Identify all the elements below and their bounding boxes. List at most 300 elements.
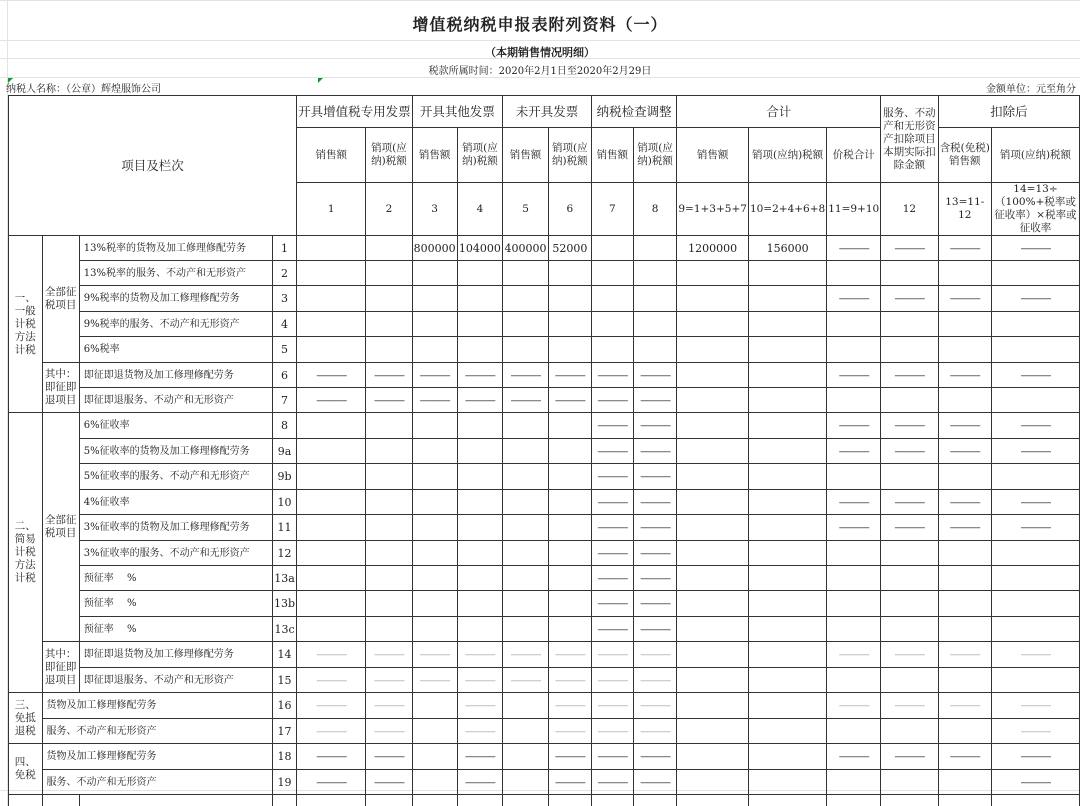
value-cell [677,642,749,668]
value-cell [677,464,749,490]
value-cell [412,541,457,566]
row-label: 5%征收率的服务、不动产和无形资产 [79,464,272,490]
value-cell [503,515,549,541]
section-simple: 二、简易计税方法计税 [9,413,43,693]
empty-dash: ——— [297,770,366,795]
empty-dash: ——— [827,515,881,541]
empty-dash: ——— [938,439,991,464]
row-label: 预征率 % [79,591,272,617]
header-group-other-invoice: 开具其他发票 [412,96,503,128]
blank-cell [273,795,297,806]
value-cell [503,312,549,337]
row-code: 12 [273,541,297,566]
empty-dash: ——— [548,363,591,388]
table-row [9,236,1080,261]
value-cell [881,719,938,744]
value-cell [412,719,457,744]
value-cell [827,566,881,591]
subheader-cell: 销项(应纳)税额 [366,128,412,183]
value-cell [991,566,1079,591]
tax-period: 税款所属时间：2020年2月1日至2020年2月29日 [428,66,652,77]
empty-dash: ——— [991,515,1079,541]
empty-dash: ——— [938,363,991,388]
header-group-after-deduction: 扣除后 [938,96,1079,128]
value-cell [748,668,826,693]
value-cell [366,464,412,490]
empty-dash: ——— [366,668,412,693]
empty-dash: ——— [881,413,938,439]
empty-dash: ——— [457,744,503,770]
column-number: 7 [591,183,633,236]
header-group-no-invoice: 未开具发票 [503,96,592,128]
value-cell [827,719,881,744]
empty-dash: ——— [457,719,503,744]
section-general-all: 全部征税项目 [42,236,79,363]
empty-dash: ——— [991,490,1079,515]
value-cell: 156000 [748,236,826,261]
blank-cell [79,795,272,806]
row-label: 9%税率的货物及加工修理修配劳务 [79,286,272,312]
empty-dash: ——— [991,719,1079,744]
value-cell [503,337,549,363]
value-cell: 52000 [548,236,591,261]
section-general: 一、一般计税方法计税 [9,236,43,413]
empty-dash: ——— [881,642,938,668]
blank-cell [633,795,677,806]
value-cell [748,464,826,490]
section-general-refund: 其中：即征即退项目 [42,363,79,413]
subheader-cell: 销售额 [591,128,633,183]
empty-dash: ——— [457,770,503,795]
value-cell [748,337,826,363]
value-cell [591,236,633,261]
value-cell [748,541,826,566]
empty-dash: ——— [412,668,457,693]
empty-dash: ——— [827,439,881,464]
value-cell [591,337,633,363]
value-cell [991,261,1079,286]
empty-dash: ——— [881,515,938,541]
value-cell [881,770,938,795]
value-cell [748,439,826,464]
section-simple-all: 全部征税项目 [42,413,79,642]
value-cell [827,668,881,693]
row-code: 13b [273,591,297,617]
row-code: 13a [273,566,297,591]
blank-cell [42,795,79,806]
empty-dash: ——— [503,642,549,668]
blank-cell [591,795,633,806]
empty-dash: ——— [633,744,677,770]
blank-cell [9,795,43,806]
row-label: 即征即退服务、不动产和无形资产 [79,388,272,413]
empty-dash: ——— [591,591,633,617]
empty-dash: ——— [633,770,677,795]
value-cell [748,642,826,668]
column-number: 1 [297,183,366,236]
empty-dash: ——— [297,693,366,719]
value-cell [748,770,826,795]
value-cell [412,464,457,490]
column-number: 3 [412,183,457,236]
empty-dash: ——— [591,617,633,642]
empty-dash: ——— [938,515,991,541]
row-code: 5 [273,337,297,363]
row-label: 6%税率 [79,337,272,363]
value-cell [297,286,366,312]
cell-comment-marker [318,78,323,83]
value-cell [677,770,749,795]
value-cell [457,515,503,541]
value-cell [677,566,749,591]
empty-dash: ——— [827,363,881,388]
value-cell [503,693,549,719]
empty-dash: ——— [633,617,677,642]
value-cell [412,413,457,439]
value-cell [297,566,366,591]
value-cell [297,591,366,617]
table-row [9,363,1080,388]
value-cell [503,439,549,464]
table-row [9,719,1080,744]
value-cell [938,261,991,286]
value-cell [457,541,503,566]
value-cell [548,413,591,439]
gridline [0,0,1080,1]
empty-dash: ——— [633,719,677,744]
value-cell [677,337,749,363]
value-cell [412,515,457,541]
value-cell [991,617,1079,642]
value-cell [827,464,881,490]
value-cell [591,286,633,312]
empty-dash: ——— [991,413,1079,439]
value-cell [748,566,826,591]
blank-cell [881,795,938,806]
value-cell [677,388,749,413]
value-cell [748,693,826,719]
page-title: 增值税纳税申报表附列资料（一） [412,15,668,34]
table-row [9,439,1080,464]
empty-dash: ——— [366,693,412,719]
value-cell [938,337,991,363]
value-cell [991,388,1079,413]
row-code: 17 [273,719,297,744]
value-cell [748,363,826,388]
value-cell [297,337,366,363]
empty-dash: ——— [548,642,591,668]
row-label: 13%税率的货物及加工修理修配劳务 [79,236,272,261]
empty-dash: ——— [991,693,1079,719]
value-cell [457,566,503,591]
value-cell [503,719,549,744]
value-cell [297,617,366,642]
empty-dash: ——— [633,541,677,566]
value-cell [366,261,412,286]
value-cell [677,744,749,770]
empty-dash: ——— [366,642,412,668]
blank-cell [827,795,881,806]
row-code: 16 [273,693,297,719]
table-row [9,668,1080,693]
value-cell [677,617,749,642]
empty-dash: ——— [591,515,633,541]
empty-dash: ——— [591,566,633,591]
column-number: 9=1+3+5+7 [677,183,749,236]
value-cell [297,413,366,439]
value-cell [677,413,749,439]
value-cell [412,744,457,770]
empty-dash: ——— [633,642,677,668]
value-cell [881,617,938,642]
row-label: 服务、不动产和无形资产 [42,770,273,795]
empty-dash: ——— [633,413,677,439]
value-cell [938,770,991,795]
row-code: 18 [273,744,297,770]
row-label: 9%税率的服务、不动产和无形资产 [79,312,272,337]
value-cell [633,312,677,337]
value-cell [548,337,591,363]
value-cell [677,541,749,566]
value-cell [827,541,881,566]
row-code: 2 [273,261,297,286]
row-code: 1 [273,236,297,261]
value-cell [297,261,366,286]
subheader-cell: 销项(应纳)税额 [548,128,591,183]
table-row [9,286,1080,312]
value-cell [677,719,749,744]
table-row [9,693,1080,719]
empty-dash: ——— [881,439,938,464]
empty-dash: ——— [938,413,991,439]
row-label: 4%征收率 [79,490,272,515]
vat-attachment-table [8,95,1080,806]
empty-dash: ——— [938,236,991,261]
column-number: 8 [633,183,677,236]
value-cell [677,490,749,515]
value-cell [366,312,412,337]
value-cell [503,261,549,286]
column-number: 2 [366,183,412,236]
empty-dash: ——— [633,439,677,464]
blank-cell [503,795,549,806]
value-cell [548,617,591,642]
table-row [9,388,1080,413]
empty-dash: ——— [633,515,677,541]
value-cell [503,591,549,617]
table-row [9,617,1080,642]
value-cell [748,515,826,541]
value-cell [827,261,881,286]
value-cell [548,312,591,337]
value-cell [457,286,503,312]
value-cell [412,617,457,642]
empty-dash: ——— [991,642,1079,668]
value-cell: 400000 [503,236,549,261]
column-number: 10=2+4+6+8 [748,183,826,236]
row-label: 即征即退服务、不动产和无形资产 [79,668,272,693]
value-cell [412,693,457,719]
value-cell [991,337,1079,363]
row-code: 9a [273,439,297,464]
value-cell [366,566,412,591]
row-code: 11 [273,515,297,541]
subheader-cell: 销项(应纳)税额 [748,128,826,183]
empty-dash: ——— [548,388,591,413]
amount-unit: 金额单位：元至角分 [986,84,1076,95]
value-cell: 800000 [412,236,457,261]
value-cell [366,617,412,642]
value-cell [881,591,938,617]
empty-dash: ——— [827,286,881,312]
empty-dash: ——— [938,693,991,719]
table-row [9,413,1080,439]
subheader-cell: 销项(应纳)税额 [633,128,677,183]
row-label: 预征率 % [79,566,272,591]
value-cell [827,770,881,795]
value-cell [297,312,366,337]
value-cell [633,286,677,312]
page-subtitle: （本期销售情况明细） [485,46,595,59]
empty-dash: ——— [827,642,881,668]
empty-dash: ——— [881,693,938,719]
value-cell [412,591,457,617]
empty-dash: ——— [548,693,591,719]
value-cell [748,719,826,744]
value-cell [457,490,503,515]
empty-dash: ——— [297,719,366,744]
value-cell [412,312,457,337]
empty-dash: ——— [591,388,633,413]
column-number: 13=11-12 [938,183,991,236]
value-cell [991,541,1079,566]
empty-dash: ——— [297,744,366,770]
empty-dash: ——— [297,363,366,388]
table-row [9,591,1080,617]
value-cell [412,261,457,286]
value-cell [366,439,412,464]
empty-dash: ——— [548,770,591,795]
empty-dash: ——— [991,744,1079,770]
empty-dash: ——— [548,744,591,770]
value-cell [881,388,938,413]
value-cell [748,312,826,337]
row-label: 货物及加工修理修配劳务 [42,693,273,719]
empty-dash: ——— [827,693,881,719]
value-cell [748,261,826,286]
value-cell [457,261,503,286]
empty-dash: ——— [991,363,1079,388]
empty-dash: ——— [633,490,677,515]
empty-dash: ——— [591,439,633,464]
row-label: 3%征收率的服务、不动产和无形资产 [79,541,272,566]
value-cell [827,312,881,337]
row-code: 3 [273,286,297,312]
value-cell [633,261,677,286]
row-code: 4 [273,312,297,337]
value-cell [677,363,749,388]
row-label: 预征率 % [79,617,272,642]
empty-dash: ——— [366,770,412,795]
empty-dash: ——— [881,363,938,388]
value-cell [938,464,991,490]
value-cell [297,464,366,490]
empty-dash: ——— [503,388,549,413]
row-code: 13c [273,617,297,642]
row-code: 15 [273,668,297,693]
blank-cell [548,795,591,806]
section-simple-refund: 其中：即征即退项目 [42,642,79,693]
blank-cell [748,795,826,806]
subheader-cell: 销售额 [297,128,366,183]
row-code: 10 [273,490,297,515]
value-cell [366,515,412,541]
blank-cell [677,795,749,806]
column-number: 6 [548,183,591,236]
value-cell [748,388,826,413]
table-row [9,337,1080,363]
table-row [9,566,1080,591]
empty-dash: ——— [548,668,591,693]
value-cell [548,515,591,541]
empty-dash: ——— [938,286,991,312]
column-number: 4 [457,183,503,236]
empty-dash: ——— [991,770,1079,795]
table-row [9,261,1080,286]
value-cell [677,693,749,719]
value-cell [748,617,826,642]
value-cell [881,566,938,591]
empty-dash: ——— [412,642,457,668]
value-cell [412,566,457,591]
empty-dash: ——— [366,388,412,413]
empty-dash: ——— [591,693,633,719]
table-row [9,312,1080,337]
row-label: 6%征收率 [79,413,272,439]
empty-dash: ——— [827,413,881,439]
value-cell [677,286,749,312]
empty-dash: ——— [633,668,677,693]
value-cell [457,337,503,363]
value-cell [938,591,991,617]
table-row [9,490,1080,515]
empty-dash: ——— [881,236,938,261]
empty-dash: ——— [503,363,549,388]
value-cell [938,388,991,413]
value-cell [991,312,1079,337]
empty-dash: ——— [591,541,633,566]
value-cell [748,591,826,617]
value-cell [591,312,633,337]
empty-dash: ——— [881,490,938,515]
table-row [9,541,1080,566]
empty-dash: ——— [633,363,677,388]
value-cell [503,744,549,770]
value-cell [366,337,412,363]
value-cell [748,286,826,312]
empty-dash: ——— [881,744,938,770]
value-cell [457,617,503,642]
value-cell [748,413,826,439]
empty-dash: ——— [591,413,633,439]
value-cell [677,439,749,464]
subheader-cell: 价税合计 [827,128,881,183]
subheader-cell: 销售额 [412,128,457,183]
value-cell [881,541,938,566]
subheader-cell: 销项(应纳)税额 [457,128,503,183]
value-cell [503,286,549,312]
value-cell [548,541,591,566]
